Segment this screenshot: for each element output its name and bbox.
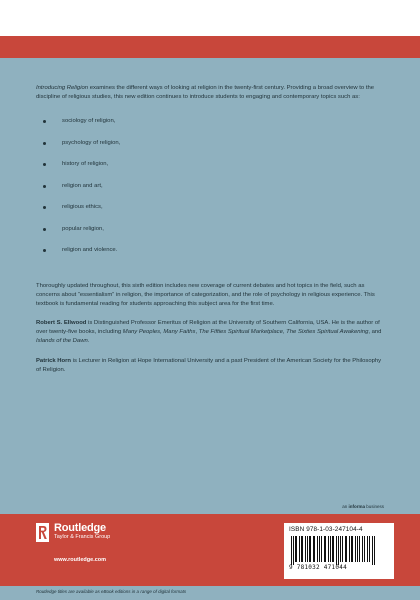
isbn-barcode-box: [284, 523, 394, 579]
isbn-label: ISBN 978-1-03-247104-4: [289, 526, 363, 533]
author-name: Patrick Horn: [36, 357, 72, 364]
book-title: Islands of the Dawn: [36, 338, 88, 345]
top-white-strip: [0, 0, 420, 36]
blurb-content: [36, 84, 386, 385]
barcode-icon: [289, 536, 389, 565]
publisher-group: Taylor & Francis Group: [54, 534, 111, 540]
informa-tagline: an informa business: [342, 504, 384, 509]
list-item: religion and violence.: [36, 247, 386, 269]
topic-list: [36, 118, 386, 269]
list-item: religious ethics,: [36, 204, 386, 226]
bullet-icon: [43, 120, 46, 123]
book-title: The Fifties Spiritual Marketplace: [198, 329, 283, 336]
list-item: popular religion,: [36, 226, 386, 248]
bullet-icon: [43, 249, 46, 252]
barcode-digits: 9 781032 471044: [289, 564, 347, 571]
list-item: religion and art,: [36, 183, 386, 205]
ebook-note: Routledge titles are available as eBook editions in a range of digital formats: [36, 589, 187, 594]
author-bio-ellwood: Robert S. Ellwood is Distinguished Professor Emeritus of Religion at the University of Southern California, USA. He is the author of over twenty-five books, including Many Peoples, Many Faiths, The Fifties Spiritual Marketplace, The Sixties Spiritual Awakening, and Islands of the Dawn.: [36, 320, 382, 345]
author-bio-horn: Patrick Horn is Lecturer in Religion at Hope International University and a past President of the American Society for the Philosophy of Religion.: [36, 357, 382, 373]
bullet-icon: [43, 142, 46, 145]
book-title: Many Peoples, Many Faiths: [122, 329, 196, 336]
list-item: history of religion,: [36, 161, 386, 183]
publisher-website[interactable]: www.routledge.com: [54, 557, 107, 563]
author-name: Robert S. Ellwood: [36, 320, 87, 327]
publisher-name: Routledge: [54, 522, 106, 534]
routledge-r-logo-icon: [36, 523, 49, 542]
description-paragraph: Thoroughly updated throughout, this sixth edition includes new coverage of current debates and hot topics in the field, such as concerns about “essentialism” in religion, the importance of categorization, and the role of psychology in religious experience. This textbook is fundamental reading for students approaching this subject area for the first time.: [36, 282, 375, 308]
top-red-band: [0, 36, 420, 58]
bullet-icon: [43, 228, 46, 231]
intro-paragraph: [36, 84, 386, 102]
intro-book-title: Introducing Religion: [36, 85, 89, 91]
list-item: sociology of religion,: [36, 118, 386, 140]
bullet-icon: [43, 206, 46, 209]
book-title: The Sixties Spiritual Awakening: [286, 329, 369, 336]
bullet-icon: [43, 185, 46, 188]
list-item: psychology of religion,: [36, 140, 386, 162]
intro-text: examines the different ways of looking at religion in the twenty-first century. Providing a broad overview to the discipline of religious studies, this new edition continues to introduce students to engaging and contemporary topics such as:: [36, 85, 375, 101]
publisher-block: [54, 523, 110, 541]
bullet-icon: [43, 163, 46, 166]
